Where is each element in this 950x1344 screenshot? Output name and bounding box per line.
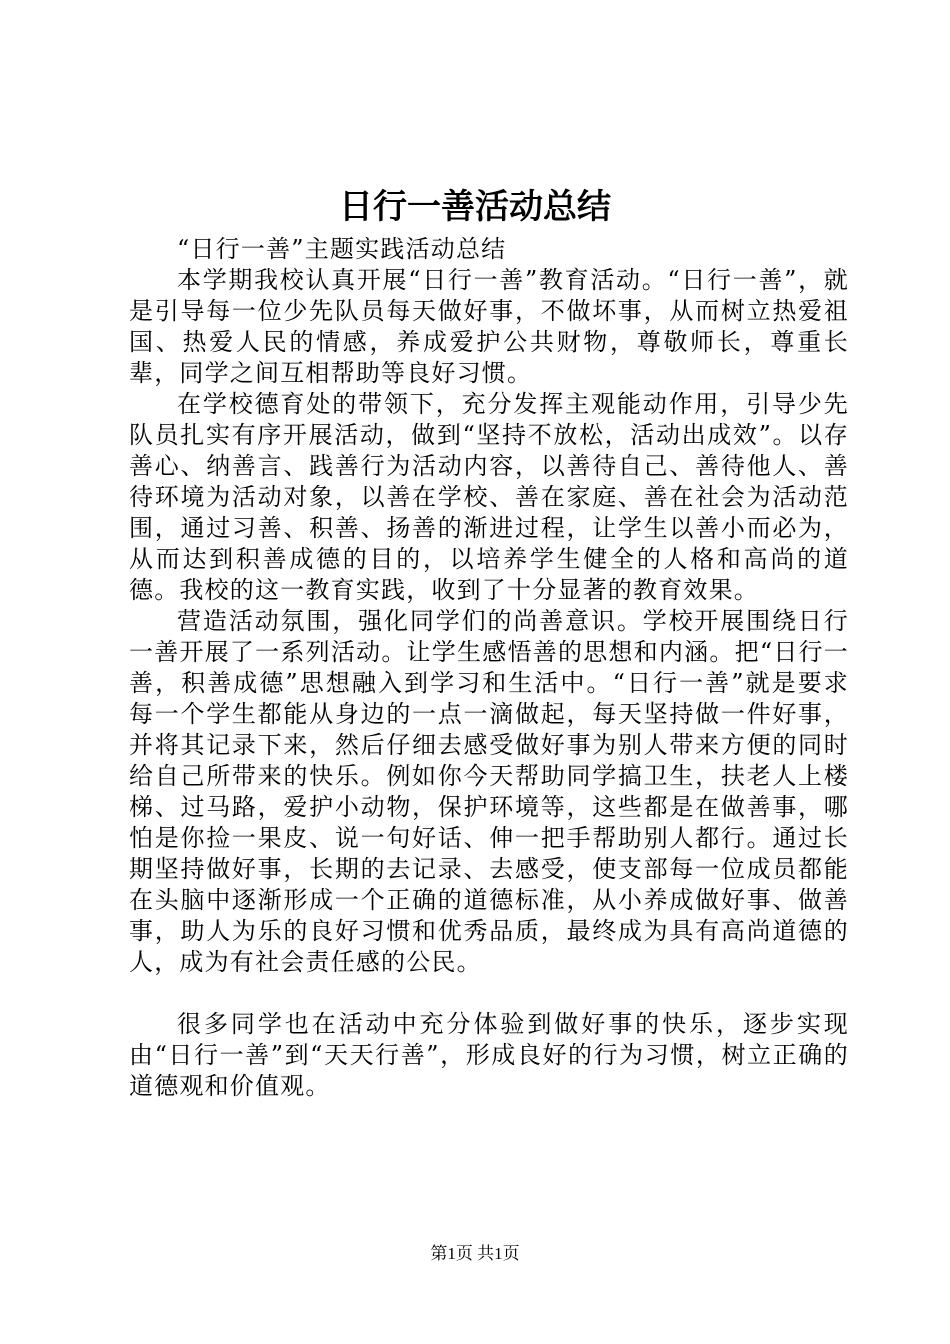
document-title: 日行一善活动总结 [339, 187, 611, 227]
paragraph-intro: 本学期我校认真开展“日行一善”教育活动。“日行一善”，就是引导每一位少先队员每天做好事，不做坏事，从而树立热爱祖国、热爱人民的情感，养成爱护公共财物，尊敬师长，尊重长辈，同学之间互相帮助等良好习惯。 [129, 266, 849, 387]
paragraph-atmosphere: 营造活动氛围，强化同学们的尚善意识。学校开展围绕日行一善开展了一系列活动。让学生感悟善的思想和内涵。把“日行一善，积善成德”思想融入到学习和生活中。“日行一善”就是要求每一个学生都能从身边的一点一滴做起，每天坚持做一件好事，并将其记录下来，然后仔细去感受做好事为别人带来方便的同时给自己所带来的快乐。例如你今天帮助同学搞卫生，扶老人上楼梯、过马路，爱护小动物，保护环境等，这些都是在做善事，哪怕是你捡一果皮、说一句好话、伸一把手帮助别人都行。通过长期坚持做好事，长期的去记录、去感受，使支部每一位成员都能在头脑中逐渐形成一个正确的道德标准，从小养成做好事、做善事，助人为乐的良好习惯和优秀品质，最终成为具有高尚道德的人，成为有社会责任感的公民。 [129, 607, 849, 976]
paragraph-subtitle: “日行一善”主题实践活动总结 [177, 235, 507, 263]
paragraph-conclusion: 很多同学也在活动中充分体验到做好事的快乐，逐步实现由“日行一善”到“天天行善”，形成良好的行为习惯，树立正确的道德观和价值观。 [129, 1010, 849, 1100]
document-body [129, 234, 849, 1102]
paragraph-guidance: 在学校德育处的带领下，充分发挥主观能动作用，引导少先队员扎实有序开展活动，做到“坚持不放松，活动出成效”。以存善心、纳善言、践善行为活动内容，以善待自己、善待他人、善待环境为活动对象，以善在学校、善在家庭、善在社会为活动范围，通过习善、积善、扬善的渐进过程，让学生以善小而必为，从而达到积善成德的目的，以培养学生健全的人格和高尚的道德。我校的这一教育实践，收到了十分显著的教育效果。 [129, 390, 849, 604]
page-footer: 第1页 共1页 [430, 1244, 520, 1263]
